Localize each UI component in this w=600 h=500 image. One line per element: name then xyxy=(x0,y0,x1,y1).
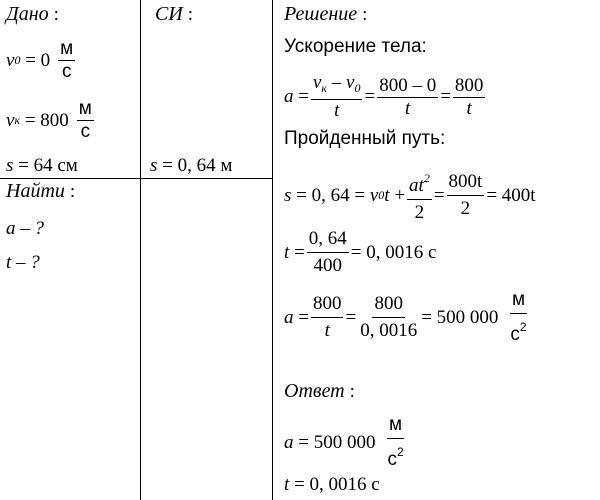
equation-acceleration-value: a = $\frac{800}{t}$ = $\frac{800}{0, 0016}$ = 500 000 $\frac{м}{с^2}$ xyxy=(284,289,527,345)
equation-path: s = 0, 64 = v 0 t + $\frac{at^2}{2}$ = $\frac{800t}{2}$ = 400t xyxy=(284,165,536,226)
given-find-divider xyxy=(0,178,272,179)
accel-label: Ускорение тела: xyxy=(284,36,427,57)
find-heading: Найти : xyxy=(6,180,76,202)
column-divider-left xyxy=(140,0,141,500)
solution-heading: Решение : xyxy=(284,3,368,25)
find-item-t: t – ? xyxy=(6,252,40,273)
equation-acceleration: a = $\frac{v_к - v_0}{t}$ = $\frac{800 - 0}{t}$ = $\frac{800}{t}$ xyxy=(284,72,484,121)
answer-a: a = 500 000 $\frac{м}{с^2}$ xyxy=(284,414,404,470)
si-heading: СИ : xyxy=(155,3,194,25)
answer-heading: Ответ : xyxy=(284,380,355,402)
given-s: s = 64 см xyxy=(6,155,78,176)
column-divider-right xyxy=(272,0,273,500)
si-s: s = 0, 64 м xyxy=(150,155,233,176)
equation-time: t = $\frac{0, 64}{400}$ = 0, 0016 с xyxy=(284,228,437,276)
given-v0: v 0 = 0 $\frac{м}{с}$ xyxy=(6,38,74,82)
path-label: Пройденный путь: xyxy=(284,128,446,149)
given-heading: Дано : xyxy=(6,3,59,25)
given-vk: v к = 800 $\frac{м}{с}$ xyxy=(6,98,92,142)
find-item-a: a – ? xyxy=(6,218,44,239)
answer-t: t = 0, 0016 с xyxy=(284,474,380,495)
